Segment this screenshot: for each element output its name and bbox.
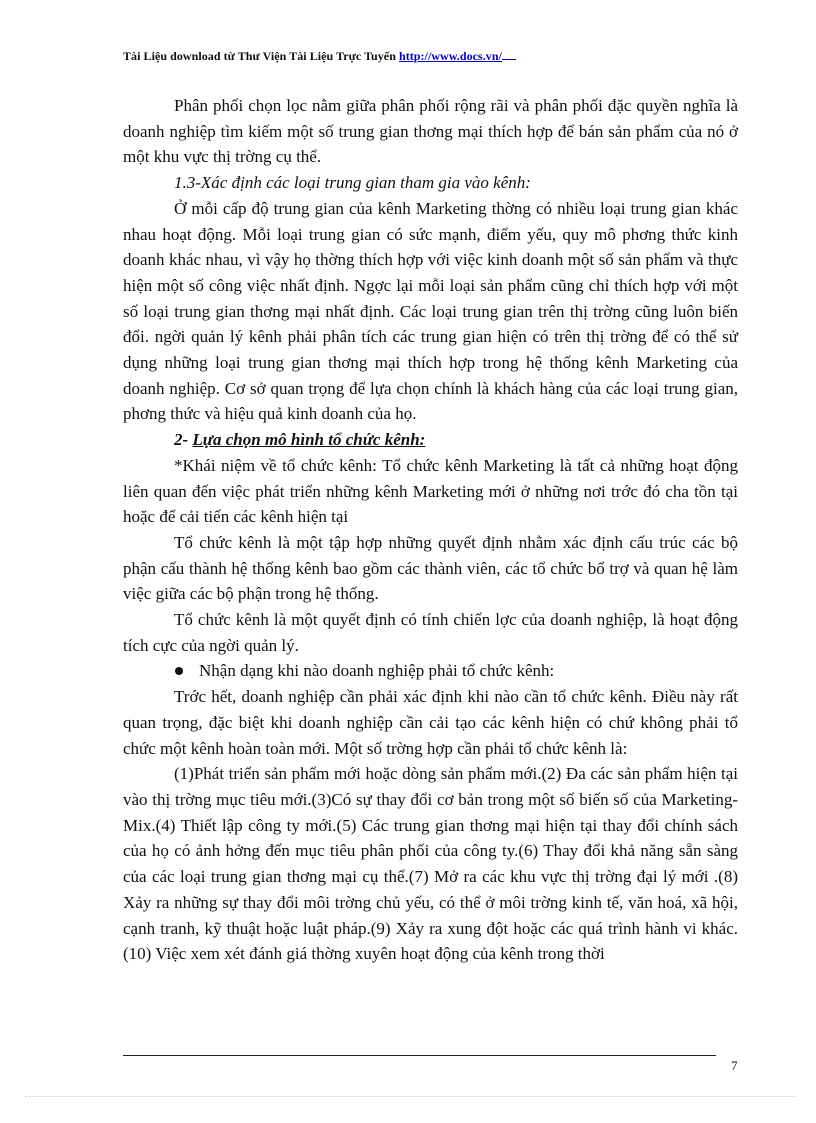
- paragraph: Tổ chức kênh là một tập hợp những quyết định nhằm xác định cấu trúc các bộ phận cấu thành hệ thống kênh bao gồm các thành viên, các tổ chức bổ trợ và quan hệ làm việc giữa các bộ phận trong hệ thống.: [123, 532, 738, 604]
- section-title: Lựa chọn mô hình tổ chức kênh:: [192, 430, 426, 450]
- page-bottom-border: [25, 1096, 795, 1097]
- section-heading: 1.3-Xác định các loại trung gian tham gia vào kênh:: [174, 173, 531, 193]
- page-number: 7: [731, 1058, 738, 1073]
- paragraph: Trớc hết, doanh nghiệp cần phải xác định khi nào cần tổ chức kênh. Điều này rất quan trọng, đặc biệt khi doanh nghiệp cần cải tạo các kênh hiện có chứ không phải tổ chức một kênh hoàn toàn mới. Một số trờng hợp cần phải tổ chức kênh là:: [123, 687, 738, 758]
- header-link[interactable]: http://www.docs.vn/: [398, 49, 502, 63]
- footer-divider: [123, 1055, 716, 1056]
- paragraph: *Khái niệm về tổ chức kênh: Tổ chức kênh Marketing là tất cả những hoạt động liên quan đến việc phát triển những kênh Marketing mới ở những nơi trớc đó cha tồn tại hoặc để cải tiến các kênh hiện tại: [123, 455, 738, 527]
- paragraph: (1)Phát triển sản phẩm mới hoặc dòng sản phẩm mới.(2) Đa các sản phẩm hiện tại vào thị trờng mục tiêu mới.(3)Có sự thay đổi cơ bản trong một số biến số của Marketing- Mix.(4) Thiết lập công ty mới.(5) Các trung gian thơng mại hiện tại thay đổi chính sách của họ có ảnh hởng đến mục tiêu phân phối của công ty.(6) Thay đổi khả năng sẵn sàng của các loại trung gian thơng mại cụ thể.(7) Mở ra các khu vực thị trờng đại lý mới .(8) Xảy ra những sự thay đổi môi trờng chủ yếu, có thể ở môi trờng kinh tế, văn hoá, xã hội, cạnh tranh, kỹ thuật hoặc luật pháp.(9) Xảy ra xung đột hoặc các quá trình hành vi khác.(10) Việc xem xét đánh giá thờng xuyên hoạt động của kênh trong thời: [123, 764, 738, 964]
- bullet-text: Nhận dạng khi nào doanh nghiệp phải tổ chức kênh:: [199, 661, 555, 681]
- paragraph: Tổ chức kênh là một quyết định có tính chiến lợc của doanh nghiệp, là hoạt động tích cực của ngời quản lý.: [123, 610, 738, 655]
- section-number: 2-: [174, 430, 193, 450]
- page-header: [123, 49, 516, 64]
- paragraph: Phân phối chọn lọc nằm giữa phân phối rộng rãi và phân phối đặc quyền nghĩa là doanh nghiệp tìm kiếm một số trung gian thơng mại thích hợp để bán sản phẩm của nó ở một khu vực thị trờng cụ thể.: [123, 96, 738, 167]
- header-text: Tài Liệu download từ Thư Viện Tài Liệu Trực Tuyến: [123, 49, 399, 63]
- paragraph: Ở mỗi cấp độ trung gian của kênh Marketing thờng có nhiều loại trung gian khác nhau hoạt động. Mỗi loại trung gian có sức mạnh, điểm yếu, quy mô phơng thức kinh doanh khác nhau, vì vậy họ thờng thích hợp với việc kinh doanh một số sản phẩm và thực hiện một số công việc nhất định. Ngợc lại mỗi loại sản phẩm cũng chỉ thích hợp với một số loại trung gian thơng mại nhất định. Các loại trung gian trên thị trờng cũng luôn biến đổi. ngời quản lý kênh phải phân tích các trung gian hiện có trên thị trờng để có thể sử dụng những loại trung gian thơng mại thích hợp trong hệ thống kênh Marketing của doanh nghiệp. Cơ sở quan trọng để lựa chọn chính là khách hàng của các loại trung gian, phơng thức và hiệu quả kinh doanh của họ.: [123, 198, 738, 424]
- bullet-item: [123, 658, 738, 684]
- document-body: [123, 93, 738, 967]
- section-heading-2: [123, 427, 738, 453]
